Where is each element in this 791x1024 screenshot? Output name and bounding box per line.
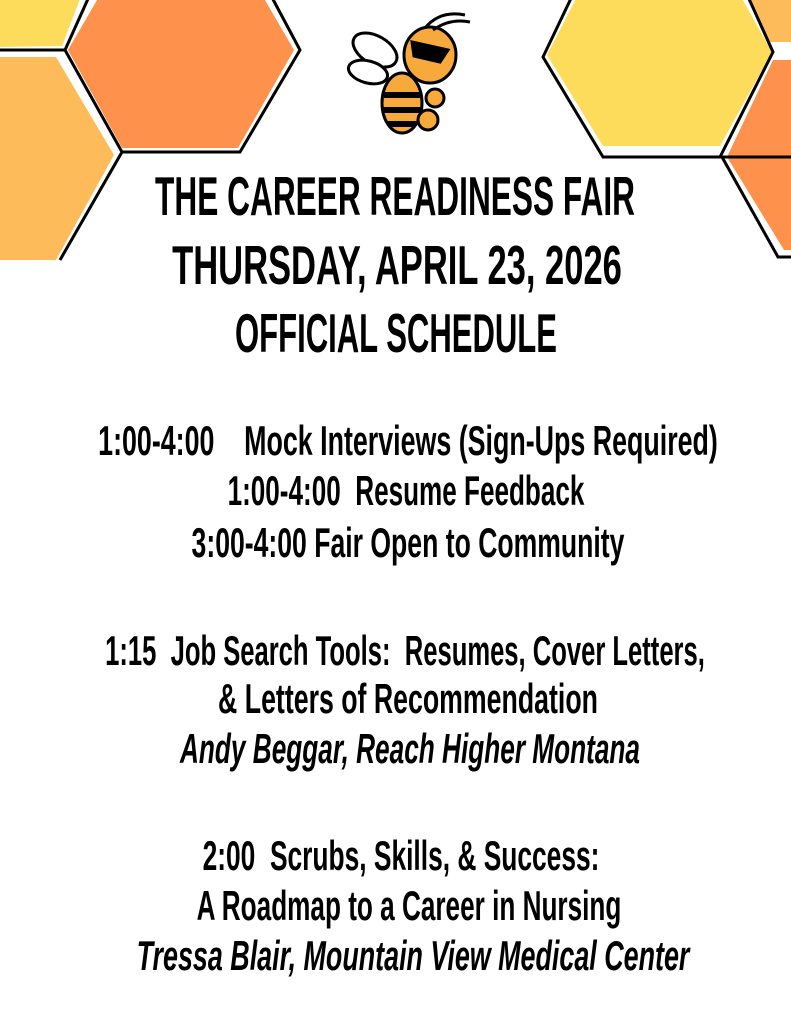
session-speaker: Andy Beggar, Reach Higher Montana bbox=[180, 725, 640, 773]
title-line: THE CAREER READINESS FAIR bbox=[155, 164, 635, 228]
subtitle-line: OFFICIAL SCHEDULE bbox=[235, 303, 557, 365]
schedule bbox=[98, 418, 718, 979]
schedule-item: 1:00-4:00 Resume Feedback bbox=[227, 467, 585, 515]
hornet-mascot-logo bbox=[346, 14, 470, 133]
hexagon-orange bbox=[68, 0, 294, 148]
session-title: 1:15 Job Search Tools: Resumes, Cover Letters, bbox=[105, 628, 705, 675]
session-title: A Roadmap to a Career in Nursing bbox=[196, 882, 622, 930]
date-line: THURSDAY, APRIL 23, 2026 bbox=[172, 233, 622, 296]
session-speaker: Tressa Blair, Mountain View Medical Center bbox=[136, 933, 690, 980]
schedule-item: 3:00-4:00 Fair Open to Community bbox=[191, 519, 625, 567]
session-title: 2:00 Scrubs, Skills, & Success: bbox=[202, 832, 600, 880]
title-block bbox=[155, 165, 635, 365]
session-title: & Letters of Recommendation bbox=[218, 676, 598, 723]
schedule-item: 1:00-4:00 Mock Interviews (Sign-Ups Required) bbox=[98, 418, 718, 465]
